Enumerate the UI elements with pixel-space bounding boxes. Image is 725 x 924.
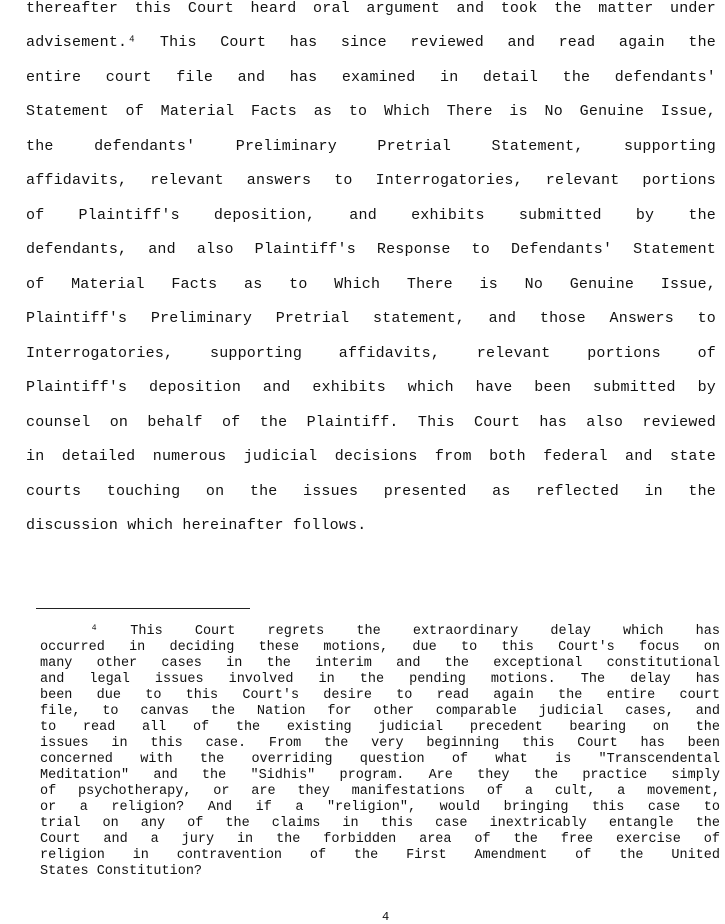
- footnote-line: States Constitution?: [40, 864, 203, 879]
- page-number: 4: [382, 910, 390, 924]
- body-line: entire court file and has examined in detail the defendants': [26, 69, 716, 86]
- footnote-line: trial on any of the claims in this case inextricably entangle the: [40, 816, 720, 831]
- footnote-line: of psychotherapy, or are they manifestations of a cult, a movement,: [40, 784, 720, 799]
- footnote-line: been due to this Court's desire to read again the entire court: [40, 688, 720, 703]
- footnote-line: concerned with the overriding question of what is "Transcendental: [40, 752, 720, 767]
- body-line: defendants, and also Plaintiff's Response to Defendants' Statement: [26, 241, 716, 258]
- body-line: affidavits, relevant answers to Interrogatories, relevant portions: [26, 172, 716, 189]
- footnote-line: issues in this case. From the very beginning this Court has been: [40, 736, 720, 751]
- body-line: Plaintiff's deposition and exhibits which have been submitted by: [26, 379, 716, 396]
- body-line: thereafter this Court heard oral argument and took the matter under: [26, 0, 716, 17]
- footnote-line: occurred in deciding these motions, due to this Court's focus on: [40, 640, 720, 655]
- body-line: in detailed numerous judicial decisions from both federal and state: [26, 448, 716, 465]
- body-line: Interrogatories, supporting affidavits, relevant portions of: [26, 345, 716, 362]
- body-line: advisement.⁴ This Court has since reviewed and read again the: [26, 34, 716, 51]
- body-line: of Material Facts as to Which There is No Genuine Issue,: [26, 276, 716, 293]
- footnote-line: and legal issues involved in the pending motions. The delay has: [40, 672, 720, 687]
- footnote-line: or a religion? And if a "religion", would bringing this case to: [40, 800, 720, 815]
- footnote-line: to read all of the existing judicial precedent bearing on the: [40, 720, 720, 735]
- body-line: of Plaintiff's deposition, and exhibits submitted by the: [26, 207, 716, 224]
- body-line: Plaintiff's Preliminary Pretrial statement, and those Answers to: [26, 310, 716, 327]
- body-line: the defendants' Preliminary Pretrial Statement, supporting: [26, 138, 716, 155]
- footnote-separator: [36, 608, 250, 609]
- footnote-line: religion in contravention of the First Amendment of the United: [40, 848, 720, 863]
- footnote-line: ⁴ This Court regrets the extraordinary delay which has: [90, 624, 720, 639]
- footnote-line: Meditation" and the "Sidhis" program. Are they the practice simply: [40, 768, 720, 783]
- footnote-line: Court and a jury in the forbidden area of the free exercise of: [40, 832, 720, 847]
- body-line: discussion which hereinafter follows.: [26, 517, 367, 534]
- footnote-line: many other cases in the interim and the exceptional constitutional: [40, 656, 720, 671]
- body-line: Statement of Material Facts as to Which There is No Genuine Issue,: [26, 103, 716, 120]
- body-line: counsel on behalf of the Plaintiff. This Court has also reviewed: [26, 414, 716, 431]
- body-line: courts touching on the issues presented as reflected in the: [26, 483, 716, 500]
- footnote-line: file, to canvas the Nation for other comparable judicial cases, and: [40, 704, 720, 719]
